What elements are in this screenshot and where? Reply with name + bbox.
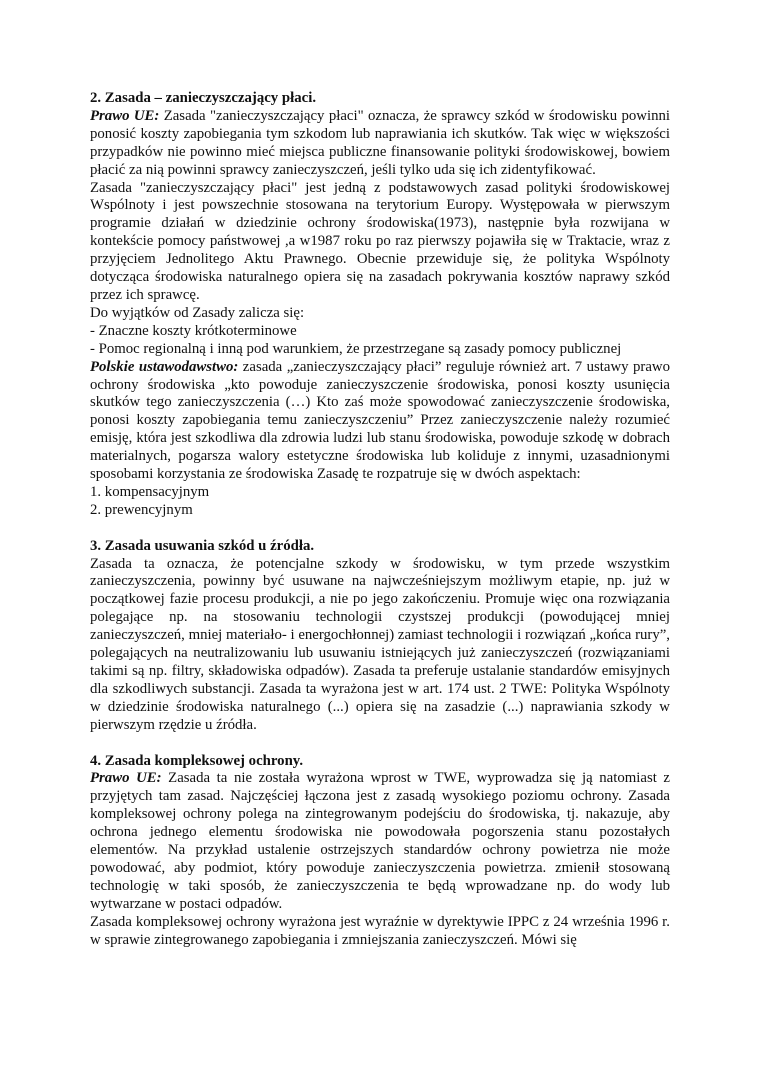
section-2-heading: 2. Zasada – zanieczyszczający płaci. xyxy=(90,90,317,106)
section-4-eu-paragraph xyxy=(90,770,670,913)
document-page xyxy=(90,90,670,949)
polish-law-label: Polskie ustawodawstwo: xyxy=(90,358,239,375)
exception-item: - Znaczne koszty krótkoterminowe xyxy=(90,322,297,339)
aspect-item: 2. prewencyjnym xyxy=(90,501,193,518)
section-3-paragraph: Zasada ta oznacza, że potencjalne szkody w środowisku, w tym przede wszystkim zanieczyszczenia, powinny być usuwane na najwcześniejszym możliwym etapie, np. już w początkowej fazie procesu produkcji, a nie po jego zakończeniu. Promuje więc ona rozwiązania polegające np. na stosowaniu technologii czystszej produkcji (powodującej mniej zanieczyszczeń, mniej materiało- i energochłonnej) zamiast technologii i rozwiązań „końca rury”, polegających na neutralizowaniu lub usuwaniu istniejących już zanieczyszczeń (rozwiązaniami takimi są np. filtry, składowiska odpadów). Zasada ta preferuje ustalanie standardów emisyjnych dla szkodliwych substancji. Zasada ta wyrażona jest w art. 174 ust. 2 TWE: Polityka Wspólnoty w dziedzinie środowiska naturalnego (...) opiera się na zasadzie (...) naprawiania szkody w pierwszym rzędzie u źródła. xyxy=(90,555,670,733)
eu-law-label: Prawo UE: xyxy=(90,107,160,124)
section-2-eu-text: Zasada "zanieczyszczający płaci" oznacza, że sprawcy szkód w środowisku powinni ponosić koszty zapobiegania tym szkodom lub naprawiania ich skutków. Tak więc w większości przypadków nie powinno mieć miejsca publiczne finansowanie polityki środowiskowej, bowiem płacić za nią powinni sprawcy zanieczyszczeń, jeśli tylko uda się ich zidentyfikować. xyxy=(90,107,670,178)
section-comprehensive-protection xyxy=(90,753,670,950)
section-2-polish-law-paragraph xyxy=(90,359,670,484)
section-2-paragraph-2: Zasada "zanieczyszczający płaci" jest jedną z podstawowych zasad polityki środowiskowej Wspólnoty i jest powszechnie stosowana na terytorium Europy. Występowała w pierwszym programie działań w dziedzinie ochrony środowiska(1973), następnie była rozwijana w kontekście pomocy państwowej ,a w1987 roku po raz pierwszy pojawiła się w Traktacie, wraz z przyjęciem Jednolitego Aktu Prawnego. Obecnie przewiduje się, że polityka Wspólnoty dotycząca środowiska naturalnego opiera się na zasadach pokrywania kosztów naprawy szkód przez ich sprawcę. xyxy=(90,179,670,303)
section-source-removal xyxy=(90,538,670,735)
section-4-paragraph-2: Zasada kompleksowej ochrony wyrażona jest wyraźnie w dyrektywie IPPC z 24 września 1996 r. w sprawie zintegrowanego zapobiegania i zmniejszania zanieczyszczeń. Mówi się xyxy=(90,913,670,948)
eu-law-label: Prawo UE: xyxy=(90,770,162,787)
section-2-eu-paragraph xyxy=(90,108,670,180)
exceptions-list xyxy=(90,323,670,359)
section-4-heading: 4. Zasada kompleksowej ochrony. xyxy=(90,752,304,769)
section-polluter-pays xyxy=(90,90,670,520)
aspects-list xyxy=(90,484,670,520)
exception-item: - Pomoc regionalną i inną pod warunkiem, że przestrzegane są zasady pomocy publicznej xyxy=(90,340,622,357)
exceptions-intro: Do wyjątków od Zasady zalicza się: xyxy=(90,304,305,321)
section-4-eu-text: Zasada ta nie została wyrażona wprost w TWE, wyprowadza się ją natomiast z przyjętych tam zasad. Najczęściej łączona jest z zasadą wysokiego poziomu ochrony. Zasada kompleksowej ochrony polega na zintegrowanym podejściu do środowiska, tj. nakazuje, aby ochrona jednego elementu środowiska nie powodowała pogorszenia stanu pozostałych elementów. Na przykład ustalenie ostrzejszych standardów ochrony powietrza nie może powodować, aby podmiot, który powoduje zanieczyszczenia powietrza. zmienił stosowaną technologię w taki sposób, że zanieczyszczenia te będą wprowadzane np. do wody lub wytwarzane w postaci odpadów. xyxy=(90,770,670,912)
section-2-polish-law-text: zasada „zanieczyszczający płaci” reguluje również art. 7 ustawy prawo ochrony środowiska „kto powoduje zanieczyszczenie środowiska, ponosi koszty usunięcia skutków tego zanieczyszczenia (…) Kto zaś może spowodować zanieczyszczenie środowiska, ponosi koszty zapobiegania temu zanieczyszczeniu” Przez zanieczyszczenie należy rozumieć emisję, która jest szkodliwa dla zdrowia ludzi lub stanu środowiska, powoduje szkodę w dobrach materialnych, pogarsza walory estetyczne środowiska lub koliduje z innymi, uzasadnionymi sposobami korzystania ze środowiska Zasadę te rozpatruje się w dwóch aspektach: xyxy=(90,358,670,483)
aspect-item: 1. kompensacyjnym xyxy=(90,483,210,500)
section-3-heading: 3. Zasada usuwania szkód u źródła. xyxy=(90,537,315,554)
